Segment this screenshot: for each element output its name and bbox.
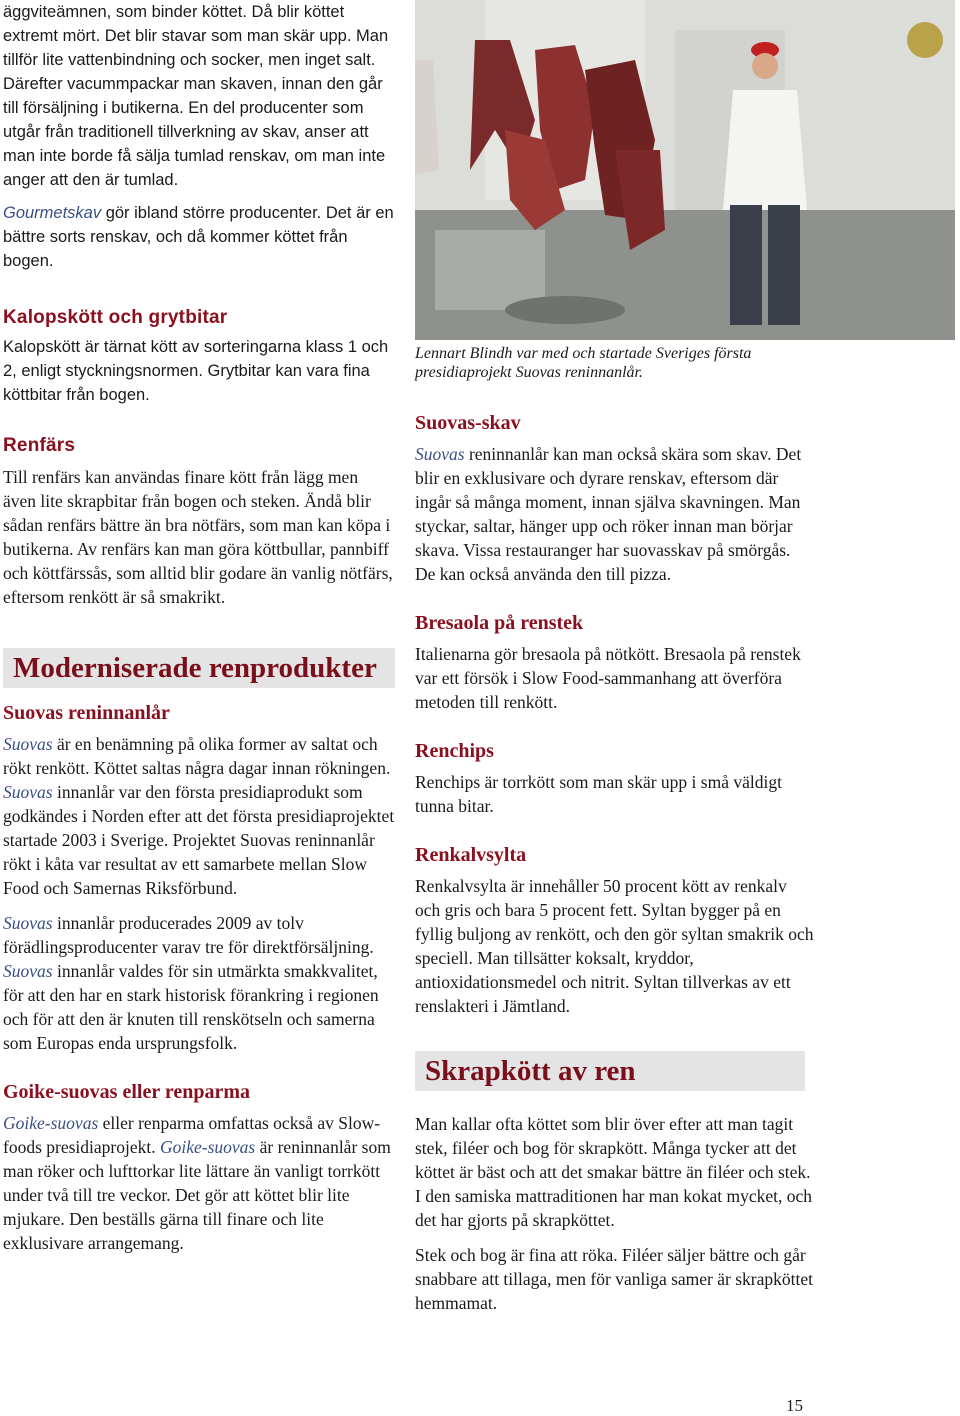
goike-text: är reninnanlår som man röker och lufttorkar lite lättare än vanligt torrkött under två till tre veckor. Det gör att köttet blir lite mjukare. Den beställs gärna till finare och lite exklusivare arrangemang. [3, 1137, 391, 1253]
gourmet-text: gör ibland större producenter. Det är en bättre sorts renskav, och då kommer köttet från bogen. [3, 204, 394, 270]
goike-heading: Goike-suovas eller renparma [3, 1081, 251, 1103]
renfars-heading: Renfärs [3, 435, 76, 456]
suovas-term: Suovas [3, 961, 53, 981]
suovas-term: Suovas [3, 734, 53, 754]
section-banner-skrapkott: Skrapkött av ren [415, 1051, 805, 1091]
suovas-skav-paragraph [415, 442, 815, 586]
goike-text: eller renparma omfattas också av Slow-foods presidiaprojekt. [3, 1113, 381, 1157]
suovas-term: Suovas [3, 913, 53, 933]
goike-term: Goike-suovas [3, 1113, 99, 1133]
intro-paragraph: äggviteämnen, som binder köttet. Då blir köttet extremt mört. Det blir stavar som man skär upp. Man tillför lite vattenbindning och socker, men inget salt. Därefter vacummpackar man skaven, innan den går till försäljning i butikerna. En del producenter som utgår från traditionell tillverkning av skav, anser att man inte borde få sälja tumlad renskav, om man inte anger att den är tumlad. [3, 3, 389, 189]
renchips-paragraph: Renchips är torrkött som man skär upp i små väldigt tunna bitar. [415, 772, 782, 816]
gourmet-paragraph [3, 201, 395, 273]
renfars-paragraph: Till renfärs kan användas finare kött från lägg men även lite skrapbitar från bogen och steken. Ändå blir sådan renfärs bättre än bra nötfärs, som man kan köpa i butikerna. Av renfärs kan man göra köttbullar, pannbiff och köttfärssås, som alltid blir godare än vanlig nötfärs, eftersom renkött är så smakrikt. [3, 467, 393, 607]
butchery-photo [415, 0, 955, 340]
gourmetskav-term: Gourmetskav [3, 204, 102, 222]
page-number: 15 [786, 1396, 803, 1415]
suovas-text: innanlår producerades 2009 av tolv förädlingsproducenter varav tre för direktförsäljning. [3, 913, 374, 957]
photo-caption: Lennart Blindh var med och startade Sveriges första presidiaprojekt Suovas reninnanlår. [415, 345, 752, 381]
goike-paragraph [3, 1111, 395, 1255]
suovas-skav-text: reninnanlår kan man också skära som skav. Det blir en exklusivare och dyrare renskav, eftersom där ingår så många moment, innan själva skavningen. Man styckar, saltar, hänger upp och röker innan man börjar skava. Vissa restauranger har suovasskav på smörgås. De kan också använda den till pizza. [415, 444, 802, 584]
suovas-term: Suovas [3, 782, 53, 802]
right-column [415, 344, 815, 1315]
section-banner-moderniserade: Moderniserade renprodukter [3, 648, 395, 688]
suovas-heading: Suovas reninnanlår [3, 702, 170, 724]
renchips-heading: Renchips [415, 740, 494, 762]
skrapkott-paragraph-2: Stek och bog är fina att röka. Filéer säljer bättre och går snabbare att tillaga, men för vanliga samer är skrapköttet hemmamat. [415, 1245, 813, 1313]
renkalvsylta-paragraph: Renkalvsylta är innehåller 50 procent kött av renkalv och gris och bara 5 procent fett. Syltan bygger på en fyllig buljong av renkött, och den gör syltan smakrik och speciell. Man tillsätter koksalt, kryddor, antioxidationsmedel och nitrit. Syltan tillverkas av ett renslakteri i Jämtland. [415, 876, 814, 1016]
skrapkott-paragraph-1: Man kallar ofta köttet som blir över efter att man tagit stek, filéer och bog för skrapkött. Många tycker att det köttet är bäst och att det smakar bättre än filéer och stek. I den samiska mattraditionen har man kokat mycket, och det har gjorts på skrapköttet. [415, 1114, 813, 1230]
goike-term: Goike-suovas [159, 1137, 256, 1157]
suovas-paragraph-2 [3, 911, 395, 1055]
left-column [3, 0, 395, 1255]
suovas-skav-heading: Suovas-skav [415, 412, 521, 434]
suovas-text: är en benämning på olika former av saltat och rökt renkött. Köttet saltas några dagar innan rökningen. [3, 734, 391, 778]
kalops-heading: Kalopskött och grytbitar [3, 307, 228, 328]
suovas-paragraph-1 [3, 732, 395, 900]
kalops-paragraph: Kalopskött är tärnat kött av sorteringarna klass 1 och 2, enligt styckningsnormen. Grytbitar kan vara fina köttbitar från bogen. [3, 338, 389, 404]
renkalvsylta-heading: Renkalvsylta [415, 844, 527, 866]
photo-illustration [415, 0, 955, 340]
suovas-text: innanlår valdes för sin utmärkta smakkvalitet, för att den har en stark historisk förankring i regionen och för att den är knuten till renskötseln och samerna som Europas enda ursprungsfolk. [3, 961, 379, 1053]
bresaola-heading: Bresaola på renstek [415, 612, 584, 634]
bresaola-paragraph: Italienarna gör bresaola på nötkött. Bresaola på renstek var ett försök i Slow Food-sammanhang att överföra metoden till renkött. [415, 644, 801, 712]
suovas-text: innanlår var den första presidiaprodukt som godkändes i Norden efter att det första presidiaprojektet startade 2003 i Sverige. Projektet Suovas reninnanlår rökt i kåta var resultat av ett samarbete mellan Slow Food och Samernas Riksförbund. [3, 782, 395, 898]
suovas-term: Suovas [415, 444, 465, 464]
